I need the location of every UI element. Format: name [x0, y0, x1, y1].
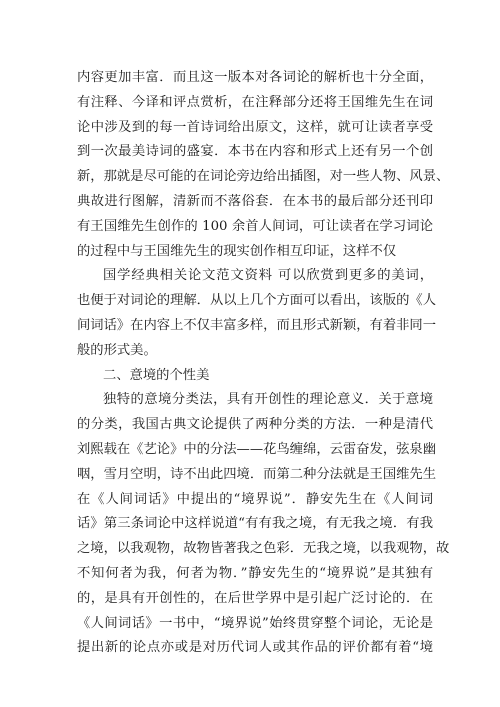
- text-line: 《人间词话》一书中，“境界说”始终贯穿整个词论，无论是: [77, 615, 433, 631]
- text-line: 在《人间词话》中提出的“境界说”．静安先生在《人间词: [77, 491, 433, 507]
- text-line: 独特的意境分类法，具有开创性的理论意义．关于意境: [103, 392, 433, 408]
- text-line: 般的形式美。: [77, 342, 157, 358]
- text-line: 的，是具有开创性的，在后世学界中是引起广泛讨论的．在: [77, 590, 433, 606]
- text-line: 内容更加丰富．而且这一版本对各词论的解析也十分全面，: [77, 70, 433, 85]
- text-line: 刘熙载在《艺论》中的分法——花鸟缠绵，云雷奋发，弦泉幽: [77, 441, 437, 457]
- text-line: 的过程中与王国维先生的现实创作相互印证，这样不仅: [77, 243, 397, 259]
- text-line: 话》第三条词论中这样说道“有有我之境，有无我之境．有我: [77, 516, 433, 532]
- text-line: 论中涉及到的每一首诗词给出原文，这样，就可让读者享受: [77, 119, 433, 135]
- text-line: 也便于对词论的理解．从以上几个方面可以看出，该版的《人: [77, 293, 437, 309]
- text-line: 有王国维先生创作的 100 余首人间词，可让读者在学习词论: [77, 218, 433, 234]
- text-line: 间词话》在内容上不仅丰富多样，而且形式新颖，有着非同一: [77, 317, 437, 333]
- text-line: 到一次最美诗词的盛宴．本书在内容和形式上还有另一个创: [77, 144, 433, 160]
- document-body: [77, 66, 450, 661]
- text-line: 有注释、今译和评点赏析，在注释部分还将王国维先生在词: [77, 94, 433, 110]
- text-line: 提出新的论点亦或是对历代词人或其作品的评价都有着“境: [77, 640, 433, 656]
- text-line: 咽，雪月空明，诗不出此四境．而第二种分法就是王国维先生: [77, 466, 437, 482]
- text-line: 二、意境的个性美: [103, 367, 210, 383]
- text-line: 典故进行图解，清新而不落俗套．在本书的最后部分还刊印: [77, 193, 433, 209]
- text-line: 新，那就是尽可能的在词论旁边给出插图，对一些人物、风景、: [77, 169, 450, 185]
- text-line: 之境，以我观物，故物皆著我之色彩．无我之境，以我观物，故: [77, 541, 450, 557]
- text-line: 国学经典相关论文范文资料 可以欣赏到更多的美词，: [103, 268, 433, 284]
- text-line: 不知何者为我，何者为物．”静安先生的“境界说”是其独有: [77, 565, 433, 581]
- text-line: 的分类，我国古典文论提供了两种分类的方法．一种是清代: [77, 417, 433, 433]
